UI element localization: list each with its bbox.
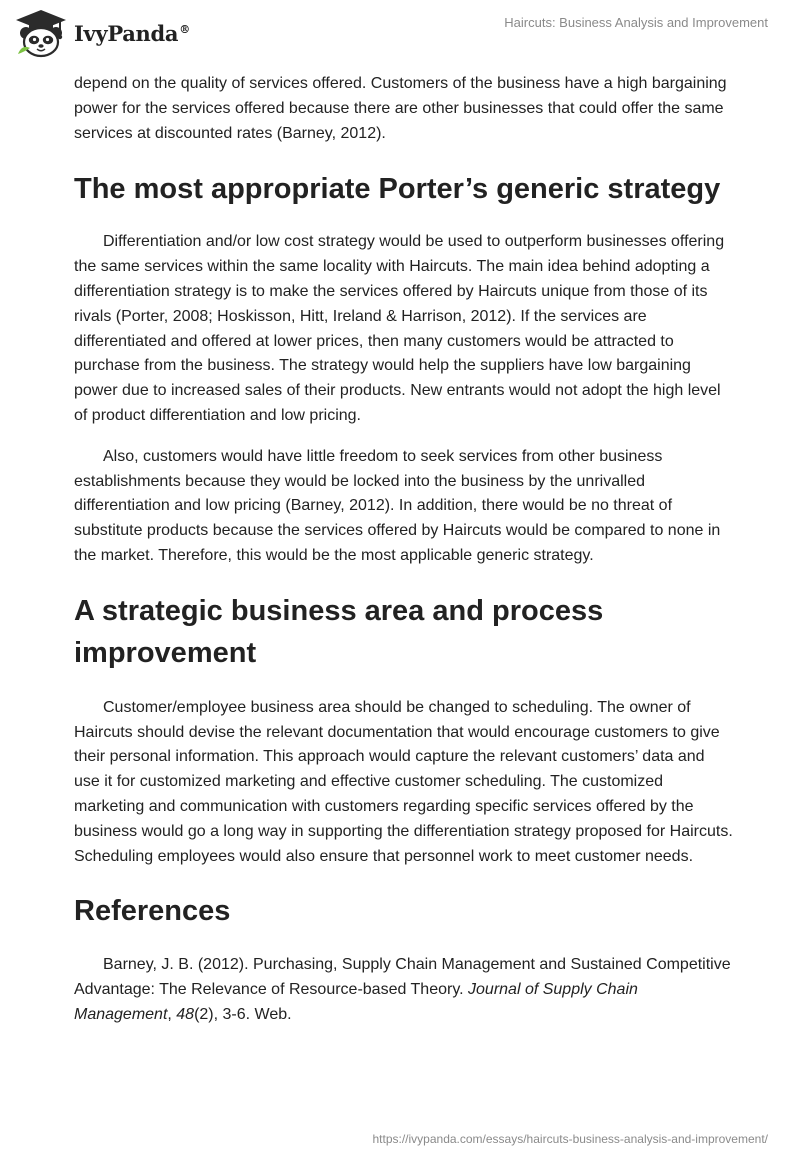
heading-references: References <box>74 895 231 928</box>
page-header <box>0 0 800 70</box>
heading-business-area: A strategic business area and process improvement <box>74 594 604 669</box>
reference-journal: Journal of Supply Chain Management <box>74 981 638 1023</box>
reference-volume: 48 <box>176 1005 195 1023</box>
intro-paragraph: depend on the quality of services offered. Customers of the business have a high bargaining power for the services offered because there are other businesses that could offer the same services at discounted rates (Barney, 2012). <box>74 75 727 142</box>
brand-name: IvyPanda® <box>74 20 190 46</box>
porter-paragraph-1: Differentiation and/or low cost strategy would be used to outperform businesses offering the same services within the same locality with Haircuts. The main idea behind adopting a differentiation strategy is to make the services offered by Haircuts unique from those of its rivals (Porter, 2008; Hoskisson, Hitt, Ireland & Harrison, 2012). If the services are differentiated and offered at lower prices, then many customers would be attracted to purchase from the business. The strategy would help the suppliers have low bargaining power due to increased sales of their products. New entrants would not adopt the high level of product differentiation and low pricing. <box>74 233 725 424</box>
heading-porter-strategy: The most appropriate Porter’s generic strategy <box>74 173 721 206</box>
article-body <box>74 72 734 1028</box>
source-url[interactable]: https://ivypanda.com/essays/haircuts-business-analysis-and-improvement/ <box>372 1132 768 1146</box>
porter-paragraph-2: Also, customers would have little freedom to seek services from other business establishments because they would be locked into the business by the unrivalled differentiation and low pricing (Barney, 2012). In addition, there would be no threat of substitute products because the services offered by Haircuts would be compared to none in the market. Therefore, this would be the most applicable generic strategy. <box>74 447 721 564</box>
document-title: Haircuts: Business Analysis and Improvement <box>504 15 768 30</box>
panda-graduate-icon <box>14 8 68 58</box>
reference-lead: Barney, J. B. (2012). Purchasing, Supply Chain Management and Sustained Competitive Advantage: The Relevance of Resource-based Theory. <box>74 956 731 999</box>
reference-tail: (2), 3-6. Web. <box>194 1005 292 1023</box>
reference-separator: , <box>167 1005 177 1023</box>
business-area-paragraph: Customer/employee business area should be changed to scheduling. The owner of Haircuts should devise the relevant documentation that would encourage customers to give their personal information. This approach would capture the relevant customers’ data and use it for customized marketing and effective customer scheduling. The customized marketing and communication with customers regarding specific services offered by the business would go a long way in supporting the differentiation strategy proposed for Haircuts. Scheduling employees would also ensure that personnel work to meet customer needs. <box>74 698 733 865</box>
reference-item <box>74 953 734 1027</box>
ivypanda-logo[interactable] <box>14 8 190 58</box>
registered-mark: ® <box>179 22 190 36</box>
